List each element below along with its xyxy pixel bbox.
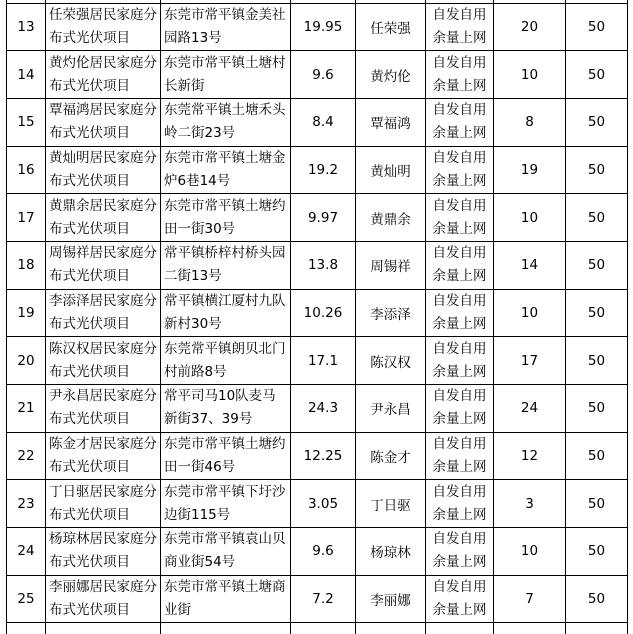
table-row xyxy=(7,51,628,99)
grid-mode-cell: 自发自用余量上网 xyxy=(426,194,494,242)
empty-cell xyxy=(7,623,46,634)
address-cell: 东莞市常平镇土塘村长新街 xyxy=(161,51,291,99)
value1-cell: 10 xyxy=(494,289,566,337)
value1-cell: 19 xyxy=(494,146,566,194)
grid-mode-cell: 自发自用余量上网 xyxy=(426,3,494,51)
owner-name-cell: 任荣强 xyxy=(356,3,426,51)
table-row xyxy=(7,432,628,480)
grid-mode-cell: 自发自用余量上网 xyxy=(426,432,494,480)
address-cell: 常平镇横江厦村九队新村30号 xyxy=(161,289,291,337)
capacity-cell: 10.26 xyxy=(291,289,356,337)
address-cell: 东莞市常平镇土塘商业街 xyxy=(161,575,291,623)
grid-mode-cell: 自发自用余量上网 xyxy=(426,98,494,146)
owner-name-cell: 黄灼伦 xyxy=(356,51,426,99)
capacity-cell: 12.25 xyxy=(291,432,356,480)
address-cell: 东莞常平镇土塘禾头岭二街23号 xyxy=(161,98,291,146)
table-row xyxy=(7,146,628,194)
row-number-cell: 16 xyxy=(7,146,46,194)
capacity-cell: 17.1 xyxy=(291,337,356,385)
empty-cell xyxy=(291,623,356,634)
value1-cell: 17 xyxy=(494,337,566,385)
table-row xyxy=(7,289,628,337)
table-row xyxy=(7,3,628,51)
project-name-cell: 李丽娜居民家庭分布式光伏项目 xyxy=(46,575,161,623)
value1-cell: 8 xyxy=(494,98,566,146)
value2-cell: 50 xyxy=(566,480,628,528)
capacity-cell: 8.4 xyxy=(291,98,356,146)
row-number-cell: 20 xyxy=(7,337,46,385)
empty-cell xyxy=(46,623,161,634)
address-cell: 东莞市常平镇土塘金炉6巷14号 xyxy=(161,146,291,194)
capacity-cell: 19.95 xyxy=(291,3,356,51)
grid-mode-cell: 自发自用余量上网 xyxy=(426,528,494,576)
grid-mode-cell: 自发自用余量上网 xyxy=(426,241,494,289)
value1-cell: 20 xyxy=(494,3,566,51)
value1-cell: 7 xyxy=(494,575,566,623)
value2-cell: 50 xyxy=(566,194,628,242)
address-cell: 常平镇桥梓村桥头园二街13号 xyxy=(161,241,291,289)
table-row xyxy=(7,528,628,576)
value1-cell: 10 xyxy=(494,51,566,99)
table-row xyxy=(7,241,628,289)
grid-mode-cell: 自发自用余量上网 xyxy=(426,146,494,194)
owner-name-cell: 尹永昌 xyxy=(356,385,426,433)
project-name-cell: 陈金才居民家庭分布式光伏项目 xyxy=(46,432,161,480)
value1-cell: 3 xyxy=(494,480,566,528)
capacity-cell: 13.8 xyxy=(291,241,356,289)
row-number-cell: 19 xyxy=(7,289,46,337)
empty-cell xyxy=(426,623,494,634)
table-row xyxy=(7,337,628,385)
project-name-cell: 黄灿明居民家庭分布式光伏项目 xyxy=(46,146,161,194)
value2-cell: 50 xyxy=(566,241,628,289)
row-number-cell: 24 xyxy=(7,528,46,576)
owner-name-cell: 陈汉权 xyxy=(356,337,426,385)
project-name-cell: 黄鼎余居民家庭分布式光伏项目 xyxy=(46,194,161,242)
grid-mode-cell: 自发自用余量上网 xyxy=(426,385,494,433)
empty-cell xyxy=(494,623,566,634)
project-name-cell: 丁日驱居民家庭分布式光伏项目 xyxy=(46,480,161,528)
address-cell: 东莞市常平镇袁山贝商业街54号 xyxy=(161,528,291,576)
row-number-cell: 17 xyxy=(7,194,46,242)
project-name-cell: 尹永昌居民家庭分布式光伏项目 xyxy=(46,385,161,433)
empty-cell xyxy=(356,623,426,634)
value2-cell: 50 xyxy=(566,51,628,99)
value2-cell: 50 xyxy=(566,432,628,480)
row-number-cell: 23 xyxy=(7,480,46,528)
row-number-cell: 14 xyxy=(7,51,46,99)
project-name-cell: 黄灼伦居民家庭分布式光伏项目 xyxy=(46,51,161,99)
capacity-cell: 9.97 xyxy=(291,194,356,242)
value2-cell: 50 xyxy=(566,528,628,576)
partial-row-bottom xyxy=(7,623,628,634)
value1-cell: 24 xyxy=(494,385,566,433)
project-name-cell: 任荣强居民家庭分布式光伏项目 xyxy=(46,3,161,51)
capacity-cell: 24.3 xyxy=(291,385,356,433)
owner-name-cell: 李添泽 xyxy=(356,289,426,337)
value1-cell: 10 xyxy=(494,528,566,576)
address-cell: 东莞市常平镇土塘约田一街30号 xyxy=(161,194,291,242)
owner-name-cell: 丁日驱 xyxy=(356,480,426,528)
grid-mode-cell: 自发自用余量上网 xyxy=(426,51,494,99)
grid-mode-cell: 自发自用余量上网 xyxy=(426,575,494,623)
grid-mode-cell: 自发自用余量上网 xyxy=(426,289,494,337)
project-name-cell: 周锡祥居民家庭分布式光伏项目 xyxy=(46,241,161,289)
value2-cell: 50 xyxy=(566,289,628,337)
value1-cell: 10 xyxy=(494,194,566,242)
capacity-cell: 19.2 xyxy=(291,146,356,194)
value2-cell: 50 xyxy=(566,337,628,385)
value1-cell: 12 xyxy=(494,432,566,480)
value2-cell: 50 xyxy=(566,3,628,51)
address-cell: 东莞常平镇朗贝北门村前路8号 xyxy=(161,337,291,385)
address-cell: 常平司马10队麦马新街37、39号 xyxy=(161,385,291,433)
row-number-cell: 13 xyxy=(7,3,46,51)
project-name-cell: 陈汉权居民家庭分布式光伏项目 xyxy=(46,337,161,385)
grid-mode-cell: 自发自用余量上网 xyxy=(426,480,494,528)
projects-table xyxy=(6,0,628,634)
capacity-cell: 9.6 xyxy=(291,528,356,576)
value2-cell: 50 xyxy=(566,98,628,146)
owner-name-cell: 杨琼林 xyxy=(356,528,426,576)
value2-cell: 50 xyxy=(566,385,628,433)
table-row xyxy=(7,480,628,528)
address-cell: 东莞市常平镇金美社园路13号 xyxy=(161,3,291,51)
value2-cell: 50 xyxy=(566,146,628,194)
value2-cell: 50 xyxy=(566,575,628,623)
row-number-cell: 18 xyxy=(7,241,46,289)
capacity-cell: 7.2 xyxy=(291,575,356,623)
empty-cell xyxy=(161,623,291,634)
value1-cell: 14 xyxy=(494,241,566,289)
row-number-cell: 21 xyxy=(7,385,46,433)
grid-mode-cell: 自发自用余量上网 xyxy=(426,337,494,385)
owner-name-cell: 李丽娜 xyxy=(356,575,426,623)
owner-name-cell: 黄鼎余 xyxy=(356,194,426,242)
row-number-cell: 22 xyxy=(7,432,46,480)
table-row xyxy=(7,98,628,146)
row-number-cell: 15 xyxy=(7,98,46,146)
owner-name-cell: 周锡祥 xyxy=(356,241,426,289)
table-row xyxy=(7,385,628,433)
address-cell: 东莞市常平镇土塘约田一街46号 xyxy=(161,432,291,480)
owner-name-cell: 黄灿明 xyxy=(356,146,426,194)
project-name-cell: 李添泽居民家庭分布式光伏项目 xyxy=(46,289,161,337)
address-cell: 东莞市常平镇下圩沙边街115号 xyxy=(161,480,291,528)
capacity-cell: 3.05 xyxy=(291,480,356,528)
table-row xyxy=(7,575,628,623)
capacity-cell: 9.6 xyxy=(291,51,356,99)
project-name-cell: 覃福鸿居民家庭分布式光伏项目 xyxy=(46,98,161,146)
empty-cell xyxy=(566,623,628,634)
row-number-cell: 25 xyxy=(7,575,46,623)
owner-name-cell: 陈金才 xyxy=(356,432,426,480)
owner-name-cell: 覃福鸿 xyxy=(356,98,426,146)
table-row xyxy=(7,194,628,242)
project-name-cell: 杨琼林居民家庭分布式光伏项目 xyxy=(46,528,161,576)
